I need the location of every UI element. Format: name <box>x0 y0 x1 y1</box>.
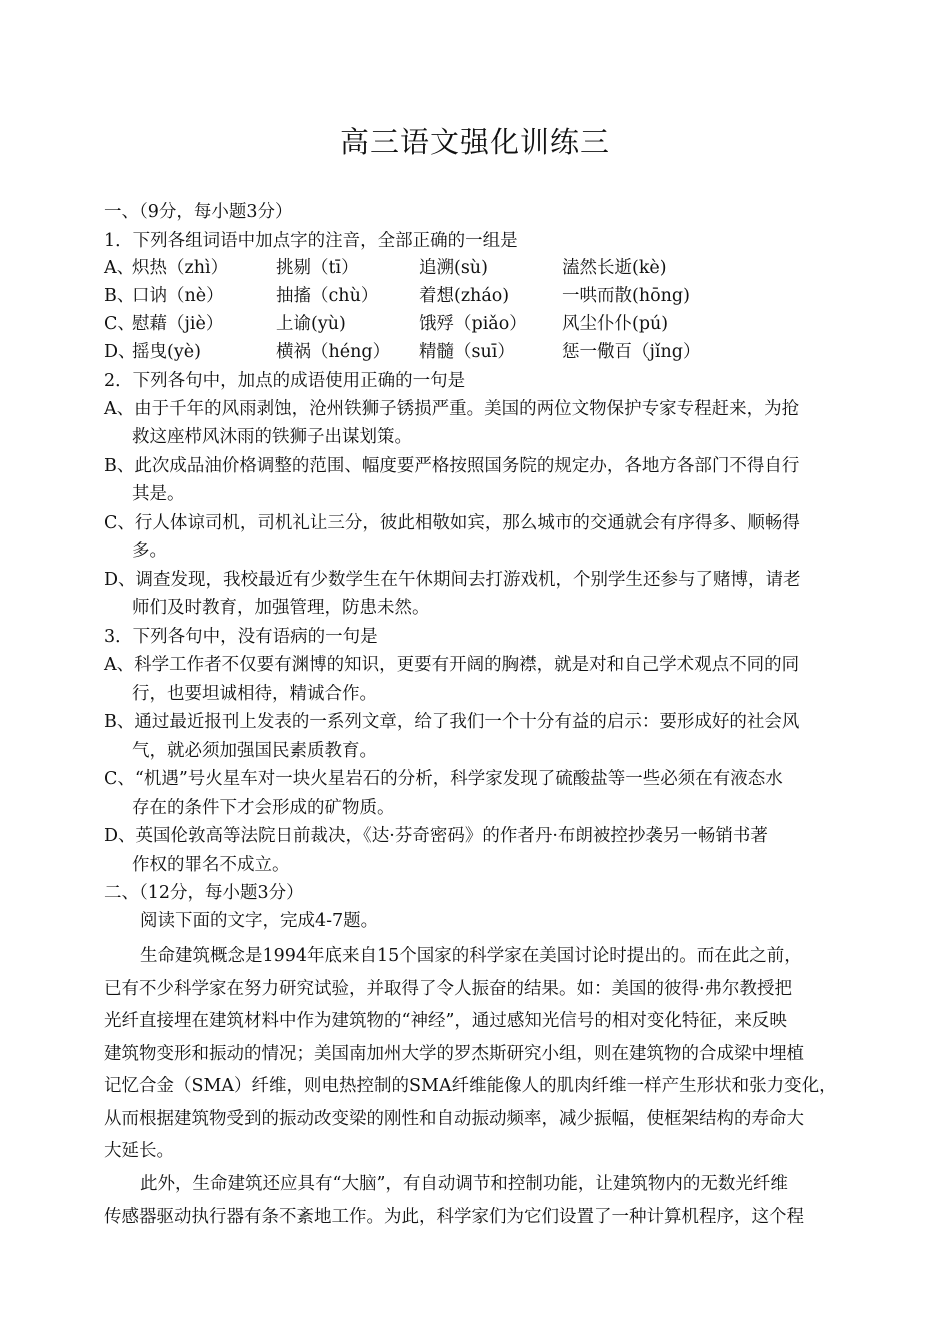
option-item: 炽热（zhì） <box>132 258 229 278</box>
paragraph-1-line: 记忆合金（SMA）纤维，则电热控制的SMA纤维能像人的肌肉纤维一样产生形状和张力变化， <box>104 1076 837 1096</box>
question-3-stem: 3．下列各句中，没有语病的一句是 <box>104 627 378 647</box>
page-title: 高三语文强化训练三 <box>339 125 610 159</box>
paragraph-1-line: 建筑物变形和振动的情况；美国南加州大学的罗杰斯研究小组，则在建筑物的合成梁中埋植 <box>104 1044 804 1064</box>
option-item: 溘然长逝(kè) <box>562 258 667 278</box>
q2-option-c-line2: 多。 <box>132 541 167 561</box>
option-label: C、 <box>104 314 135 334</box>
q2-option-d-line1: D、调查发现，我校最近有少数学生在午休期间去打游戏机，个别学生还参与了赌博，请老 <box>104 570 801 590</box>
q3-option-b-line2: 气，就必须加强国民素质教育。 <box>132 741 377 761</box>
option-label: B、 <box>104 286 135 306</box>
q2-option-c-line1: C、行人体谅司机，司机礼让三分，彼此相敬如宾，那么城市的交通就会有序得多、顺畅得 <box>104 513 800 533</box>
q1-option-d <box>104 341 804 363</box>
q3-option-c-line1: C、“机遇”号火星车对一块火星岩石的分析，科学家发现了硫酸盐等一些必须在有液态水 <box>104 769 783 789</box>
option-item: 横祸（héng） <box>276 342 391 362</box>
paragraph-1-line: 已有不少科学家在努力研究试验，并取得了令人振奋的结果。如：美国的彼得·弗尔教授把 <box>104 979 793 999</box>
option-item: 慰藉（jiè） <box>132 314 224 334</box>
q1-option-a <box>104 257 804 279</box>
q1-option-c <box>104 313 804 335</box>
paragraph-1-line: 生命建筑概念是1994年底来自15个国家的科学家在美国讨论时提出的。而在此之前， <box>140 946 802 966</box>
q2-option-a-line1: A、由于千年的风雨剥蚀，沧州铁狮子锈损严重。美国的两位文物保护专家专程赶来，为抢 <box>104 399 800 419</box>
option-item: 抽搐（chù） <box>276 286 379 306</box>
option-item: 上谕(yù) <box>276 314 346 334</box>
option-item: 饿殍（piǎo） <box>419 314 527 334</box>
paragraph-1-line: 大延长。 <box>104 1141 174 1161</box>
q3-option-d-line2: 作权的罪名不成立。 <box>132 855 290 875</box>
option-item: 挑剔（tī） <box>276 258 359 278</box>
q2-option-b-line2: 其是。 <box>132 484 185 504</box>
q3-option-a-line2: 行，也要坦诚相待，精诚合作。 <box>132 684 377 704</box>
option-item: 摇曳(yè) <box>132 342 201 362</box>
section-1-header: 一、（9分，每小题3分） <box>104 202 293 222</box>
q3-option-c-line2: 存在的条件下才会形成的矿物质。 <box>132 798 395 818</box>
option-item: 精髓（suī） <box>419 342 515 362</box>
question-2-stem: 2．下列各句中，加点的成语使用正确的一句是 <box>104 371 466 391</box>
q3-option-d-line1: D、英国伦敦高等法院日前裁决，《达·芬奇密码》的作者丹·布朗被控抄袭另一畅销书著 <box>104 826 768 846</box>
option-item: 风尘仆仆(pú) <box>562 314 669 334</box>
q3-option-a-line1: A、科学工作者不仅要有渊博的知识，更要有开阔的胸襟，就是对和自己学术观点不同的同 <box>104 655 800 675</box>
option-item: 一哄而散(hōng) <box>562 286 690 306</box>
option-item: 追溯(sù) <box>419 258 488 278</box>
paragraph-2-line: 传感器驱动执行器有条不紊地工作。为此，科学家们为它们设置了一种计算机程序，这个程 <box>104 1207 804 1227</box>
q2-option-d-line2: 师们及时教育，加强管理，防患未然。 <box>132 598 430 618</box>
q2-option-a-line2: 救这座栉风沐雨的铁狮子出谋划策。 <box>132 427 412 447</box>
option-label: D、 <box>104 342 136 362</box>
q2-option-b-line1: B、此次成品油价格调整的范围、幅度要严格按照国务院的规定办，各地方各部门不得自行 <box>104 456 800 476</box>
q1-option-b <box>104 285 804 307</box>
section-2-header: 二、（12分，每小题3分） <box>104 883 304 903</box>
paragraph-1-line: 从而根据建筑物受到的振动改变梁的刚性和自动振动频率，减少振幅，使框架结构的寿命大 <box>104 1109 804 1129</box>
option-item: 口讷（nè） <box>132 286 224 306</box>
q3-option-b-line1: B、通过最近报刊上发表的一系列文章，给了我们一个十分有益的启示：要形成好的社会风 <box>104 712 800 732</box>
option-item: 惩一儆百（jǐng） <box>562 342 701 362</box>
option-label: A、 <box>104 258 135 278</box>
paragraph-1-line: 光纤直接埋在建筑材料中作为建筑物的“神经”，通过感知光信号的相对变化特征，来反映 <box>104 1011 787 1031</box>
option-item: 着想(zháo) <box>419 286 510 306</box>
question-1-stem: 1．下列各组词语中加点字的注音，全部正确的一组是 <box>104 231 518 251</box>
paragraph-2-line: 此外，生命建筑还应具有“大脑”，有自动调节和控制功能，让建筑物内的无数光纤维 <box>140 1174 788 1194</box>
reading-intro: 阅读下面的文字，完成4-7题。 <box>140 911 379 931</box>
